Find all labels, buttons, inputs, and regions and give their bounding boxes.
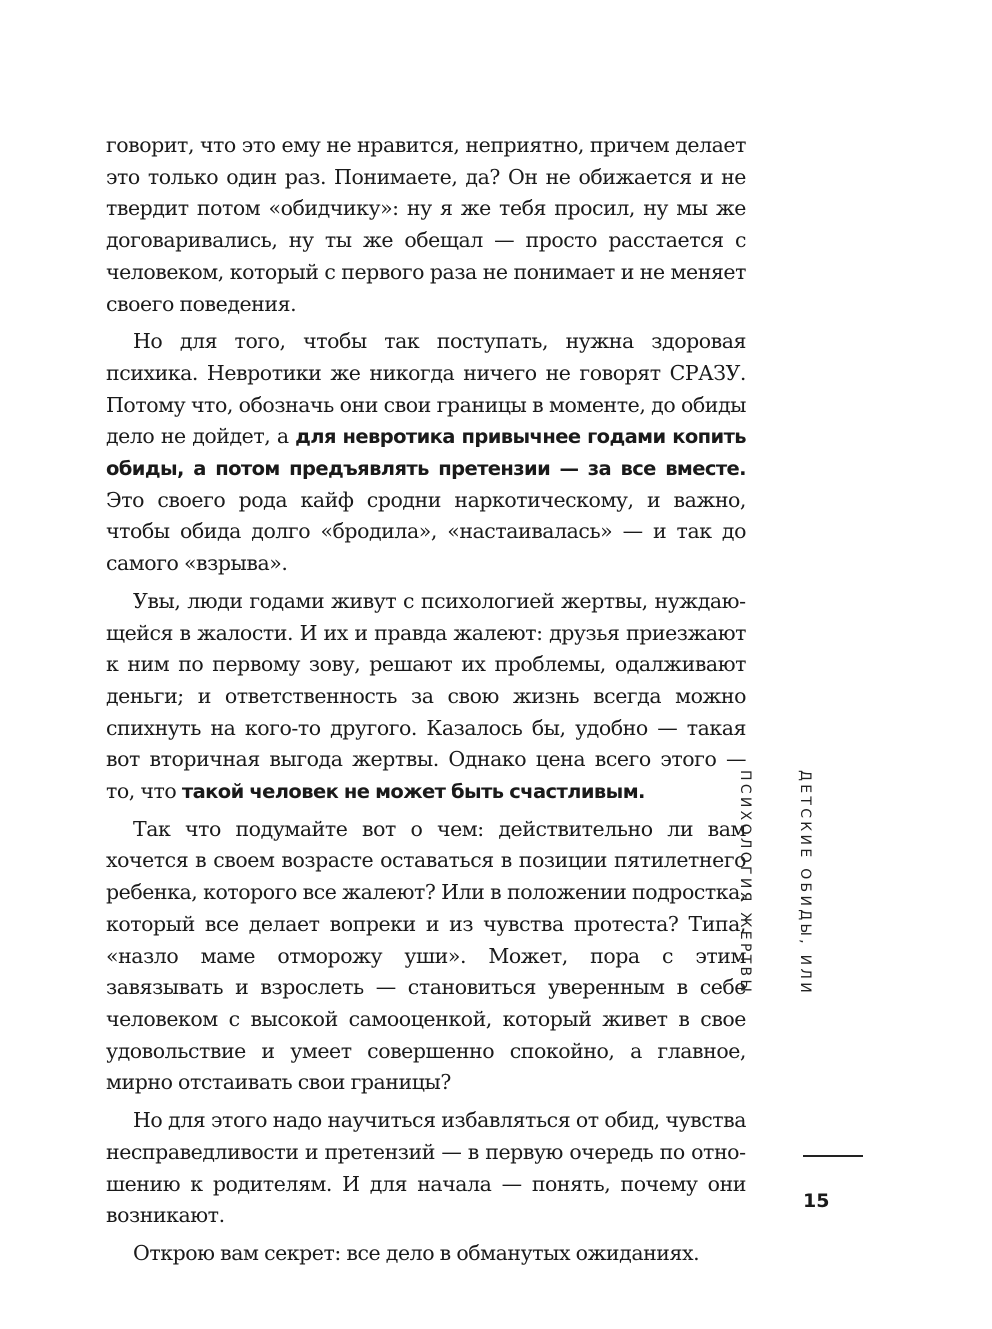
paragraph-4 bbox=[106, 814, 746, 1099]
running-title-divider bbox=[803, 1155, 863, 1157]
paragraph-1-text: говорит, что это ему не нравится, неприятно, причем делает это только один раз. Понимаете, да? Он не обижается и не твердит потом «обидчику»: ну я же тебя просил, ну мы же договаривались, ну ты же обещал — просто расстается с человеком, который с первого раза не понимает и не меняет своего поведения. bbox=[106, 133, 746, 316]
paragraph-3-text-start: Увы, люди годами живут с психологией жертвы, нуждающейся в жалости. И их и правда жалеют: друзья приезжают к ним по первому зову, решают их проблемы, одалживают деньги; и ответственность за свою жизнь всегда можно спихнуть на кого-то другого. Казалось бы, удобно — такая вот вторичная выгода жертвы. Однако цена всего этого — то, что bbox=[106, 588, 746, 804]
paragraph-4-text: Так что подумайте вот о чем: действительно ли вам хочется в своем возрасте оставаться в позиции пятилетнего ребенка, которого все жалеют? Или в положении подростка, который все делает вопреки и из чувства протеста? Типа, «назло маме отморожу уши». Может, пора с этим завязывать и взрослеть — становиться уверенным в себе человеком с высокой самооценкой, который живет в свое удовольствие и умеет совершенно спокойно, а главное, мирно отстаивать свои границы? bbox=[106, 816, 746, 1095]
paragraph-6 bbox=[106, 1238, 746, 1270]
running-title: ДЕТСКИЕ ОБИДЫ, ИЛИ ПСИХОЛОГИЯ ЖЕРТВЫ bbox=[737, 770, 813, 996]
paragraph-2-text-start: Но для того, чтобы так поступать, нужна здоровая психика. Невротики же никогда ничего не говорят СРАЗУ. Потому что, обозначь они свои границы в моменте, до обиды дело не дойдет, а bbox=[106, 329, 746, 449]
paragraph-5 bbox=[106, 1105, 746, 1232]
paragraph-3 bbox=[106, 586, 746, 808]
paragraph-3-emphasis: такой человек не может быть счастливым. bbox=[181, 780, 645, 804]
paragraph-2-emphasis: для невротика привычнее годами копить обиды, а потом предъявлять претензии — за все вместе. bbox=[106, 425, 747, 481]
body-text bbox=[106, 130, 746, 1276]
page-number: 15 bbox=[803, 1190, 830, 1212]
paragraph-5-text: Но для этого надо научиться избавляться от обид, чувства несправедливости и претензий — в первую очередь по отношению к родителям. И для начала — понять, почему они возникают. bbox=[106, 1108, 746, 1228]
paragraph-6-text: Открою вам секрет: все дело в обманутых ожиданиях. bbox=[133, 1240, 700, 1265]
paragraph-1 bbox=[106, 130, 746, 320]
paragraph-2 bbox=[106, 326, 746, 580]
paragraph-2-text-end: Это своего рода кайф сродни наркотическому, и важно, чтобы обида долго «бродила», «настаивалась» — и так до самого «взрыва». bbox=[106, 487, 746, 576]
